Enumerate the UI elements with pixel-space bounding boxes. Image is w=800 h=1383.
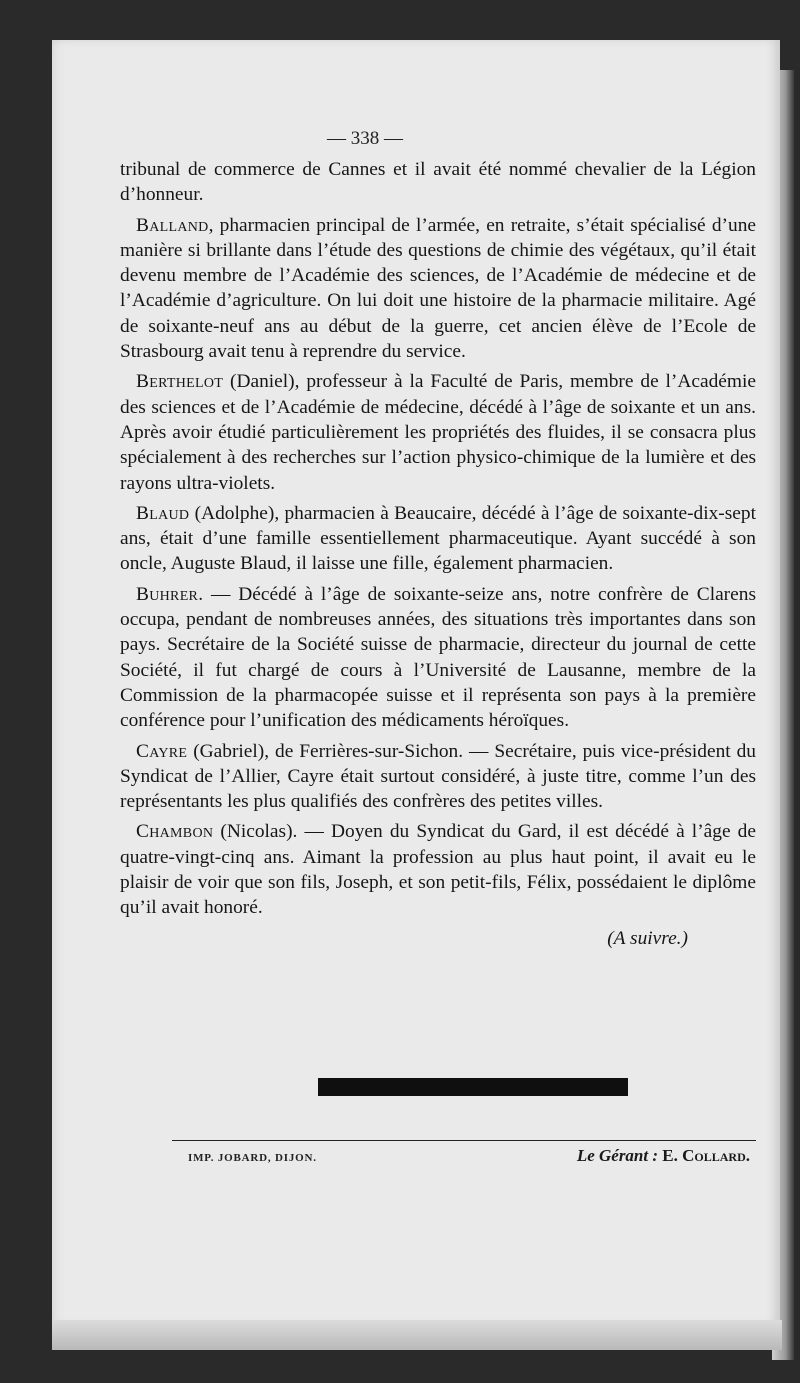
paragraph-lead: Cayre — [136, 740, 188, 762]
paragraph-text: (Nicolas). — Doyen du Syndicat du Gard, il est décédé à l’âge de quatre-vingt-cinq ans. Aimant la profession au plus haut point, il avait eu le plaisir de voir que son fils, Joseph, et son petit-fils, Félix, possédaient le diplôme qu’il avait honoré. — [120, 821, 756, 919]
paragraph-lead: Buhrer — [136, 583, 199, 605]
gerant-label: Le Gérant : — [576, 1146, 659, 1165]
paragraph — [120, 501, 756, 577]
body-text — [120, 157, 756, 951]
ornament-bar — [318, 1078, 628, 1096]
gerant-name: E. Collard. — [662, 1146, 750, 1165]
footer-rule — [172, 1140, 756, 1141]
paragraph-text: . — Décédé à l’âge de soixante-seize ans, notre confrère de Clarens occupa, pendant de nombreuses années, des situations très importantes dans son pays. Secrétaire de la Société suisse de pharmacie, directeur du journal de cette Société, il fut chargé de cours à l’Université de Lausanne, membre de la Commission de la pharmacopée suisse et il représenta son pays à la première conférence pour l’unification des médicaments héroïques. — [120, 583, 756, 732]
paragraph-text: , pharmacien principal de l’armée, en retraite, s’était spécialisé d’une manière si brillante dans l’étude des questions de chimie des végétaux, qu’il était devenu membre de l’Académie des sciences, de l’Académie de médecine et de l’Académie d’agriculture. On lui doit une histoire de la pharmacie militaire. Agé de soixante-neuf ans au début de la guerre, cet ancien élève de l’Ecole de Strasbourg avait tenu à reprendre du service. — [120, 214, 756, 363]
paragraph — [120, 819, 756, 920]
page-number: — 338 — — [327, 128, 403, 149]
paragraph-text: (Gabriel), de Ferrières-sur-Sichon. — Secrétaire, puis vice-président du Syndicat de l’Allier, Cayre était surtout considéré, à juste titre, comme l’un des représentants les plus qualifiés des confrères des petites villes. — [120, 740, 756, 813]
paragraph-lead: Berthelot — [136, 371, 224, 393]
paragraph — [120, 157, 756, 208]
paragraph-text: (Daniel), professeur à la Faculté de Paris, membre de l’Académie des sciences et de l’Académie de médecine, décédé à l’âge de soixante et un ans. Après avoir étudié particulièrement les propriétés des fluides, il se consacra plus spécialement à des recherches sur l’action physico-chimique de la lumière et des rayons ultra-violets. — [120, 371, 756, 494]
imprint-line: IMP. JOBARD, DIJON. — [188, 1152, 317, 1164]
paragraph-lead: Chambon — [136, 821, 214, 843]
paragraph — [120, 213, 756, 365]
paragraph — [120, 739, 756, 815]
paragraph-lead: Blaud — [136, 502, 190, 524]
continued-note: (A suivre.) — [607, 927, 688, 949]
paragraph-text: (Adolphe), pharmacien à Beaucaire, décédé à l’âge de soixante-dix-sept ans, était d’une famille essentiellement pharmaceutique. Ayant succédé à son oncle, Auguste Blaud, il laisse une fille, également pharmacien. — [120, 502, 756, 575]
paragraph — [120, 369, 756, 495]
page-bottom-edge — [52, 1320, 782, 1350]
gerant-line — [577, 1146, 750, 1166]
paragraph-text: tribunal de commerce de Cannes et il avait été nommé chevalier de la Légion d’honneur. — [120, 159, 756, 206]
paragraph — [120, 582, 756, 734]
paragraph-lead: Balland — [136, 214, 209, 236]
